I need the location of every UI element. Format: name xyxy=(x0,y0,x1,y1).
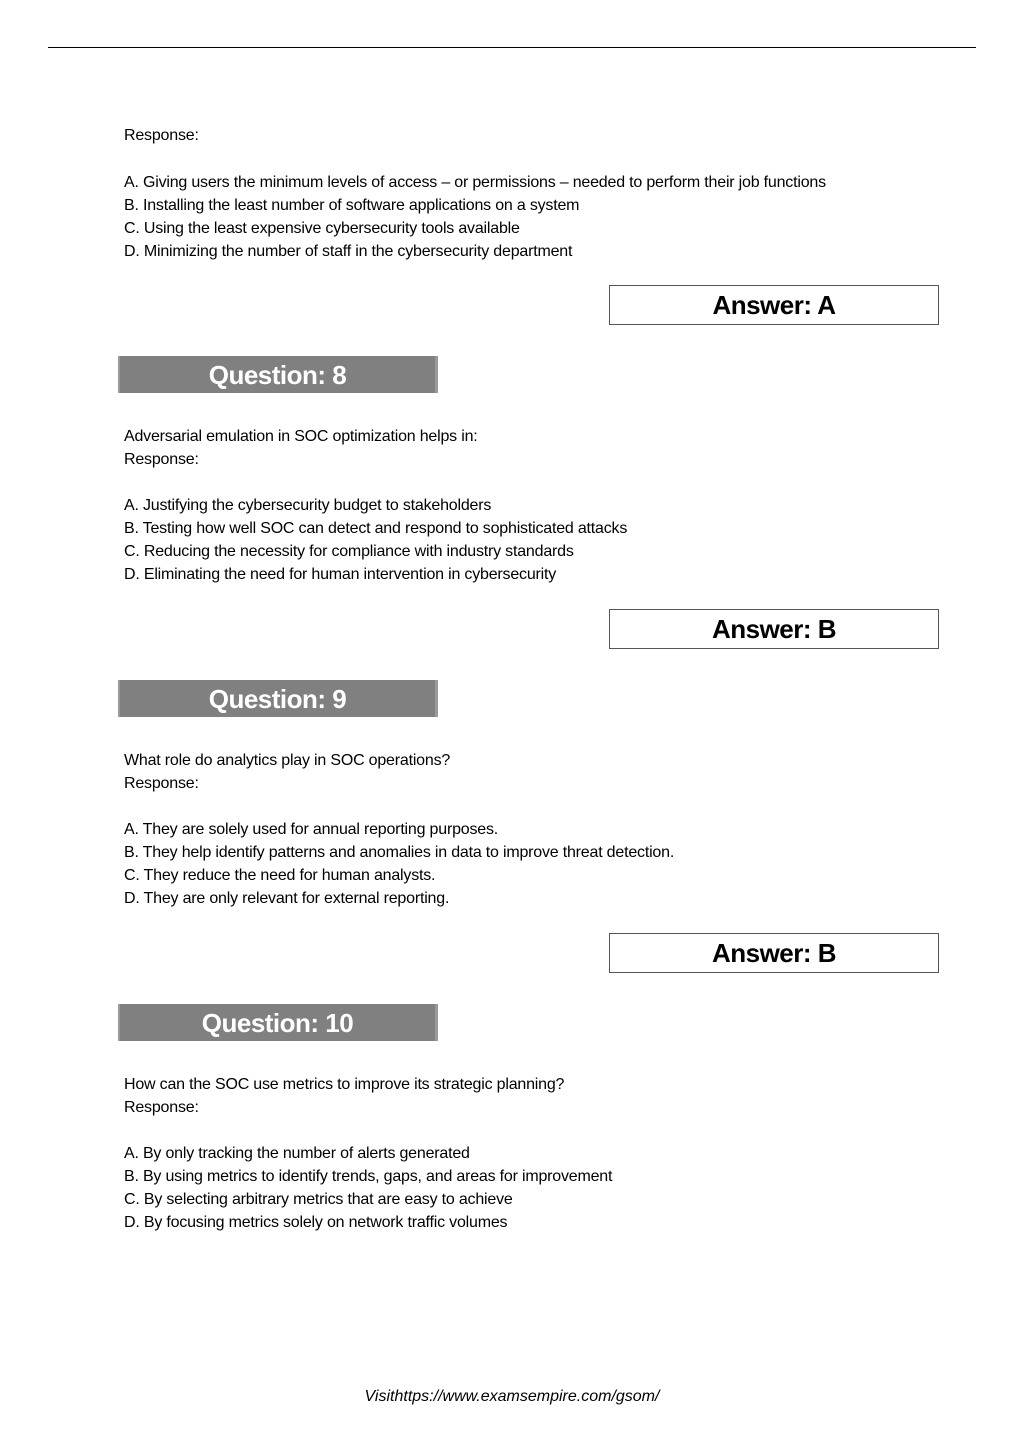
q9-header: Question: 9 xyxy=(118,680,438,717)
q10-option-c: C. By selecting arbitrary metrics that are easy to achieve xyxy=(124,1191,513,1208)
q9-response-label: Response: xyxy=(124,775,199,792)
q9-option-b: B. They help identify patterns and anomalies in data to improve threat detection. xyxy=(124,844,675,861)
footer-link[interactable]: Visithttps://www.examsempire.com/gsom/ xyxy=(364,1388,660,1405)
q7-option-b: B. Installing the least number of software applications on a system xyxy=(124,197,580,214)
q10-option-d: D. By focusing metrics solely on network traffic volumes xyxy=(124,1214,508,1231)
header-rule xyxy=(48,47,976,48)
q10-response-label: Response: xyxy=(124,1099,199,1116)
q7-option-a: A. Giving users the minimum levels of access – or permissions – needed to perform their job functions xyxy=(124,174,826,191)
q9-option-a: A. They are solely used for annual reporting purposes. xyxy=(124,821,499,838)
q8-answer-box: Answer: B xyxy=(609,609,939,649)
q8-option-a: A. Justifying the cybersecurity budget to stakeholders xyxy=(124,497,492,514)
q7-response-label: Response: xyxy=(124,127,199,144)
q8-question: Adversarial emulation in SOC optimization helps in: xyxy=(124,428,478,445)
q8-option-b: B. Testing how well SOC can detect and respond to sophisticated attacks xyxy=(124,520,628,537)
q7-answer-box: Answer: A xyxy=(609,285,939,325)
q9-question: What role do analytics play in SOC operations? xyxy=(124,752,451,769)
q7-option-c: C. Using the least expensive cybersecurity tools available xyxy=(124,220,520,237)
q8-option-d: D. Eliminating the need for human intervention in cybersecurity xyxy=(124,566,557,583)
q8-response-label: Response: xyxy=(124,451,199,468)
q8-header: Question: 8 xyxy=(118,356,438,393)
q9-option-c: C. They reduce the need for human analysts. xyxy=(124,867,436,884)
q7-option-d: D. Minimizing the number of staff in the cybersecurity department xyxy=(124,243,573,260)
q10-header: Question: 10 xyxy=(118,1004,438,1041)
q10-option-a: A. By only tracking the number of alerts generated xyxy=(124,1145,470,1162)
q10-option-b: B. By using metrics to identify trends, gaps, and areas for improvement xyxy=(124,1168,613,1185)
q9-answer-box: Answer: B xyxy=(609,933,939,973)
q10-question: How can the SOC use metrics to improve its strategic planning? xyxy=(124,1076,565,1093)
q9-option-d: D. They are only relevant for external reporting. xyxy=(124,890,450,907)
q8-option-c: C. Reducing the necessity for compliance with industry standards xyxy=(124,543,574,560)
